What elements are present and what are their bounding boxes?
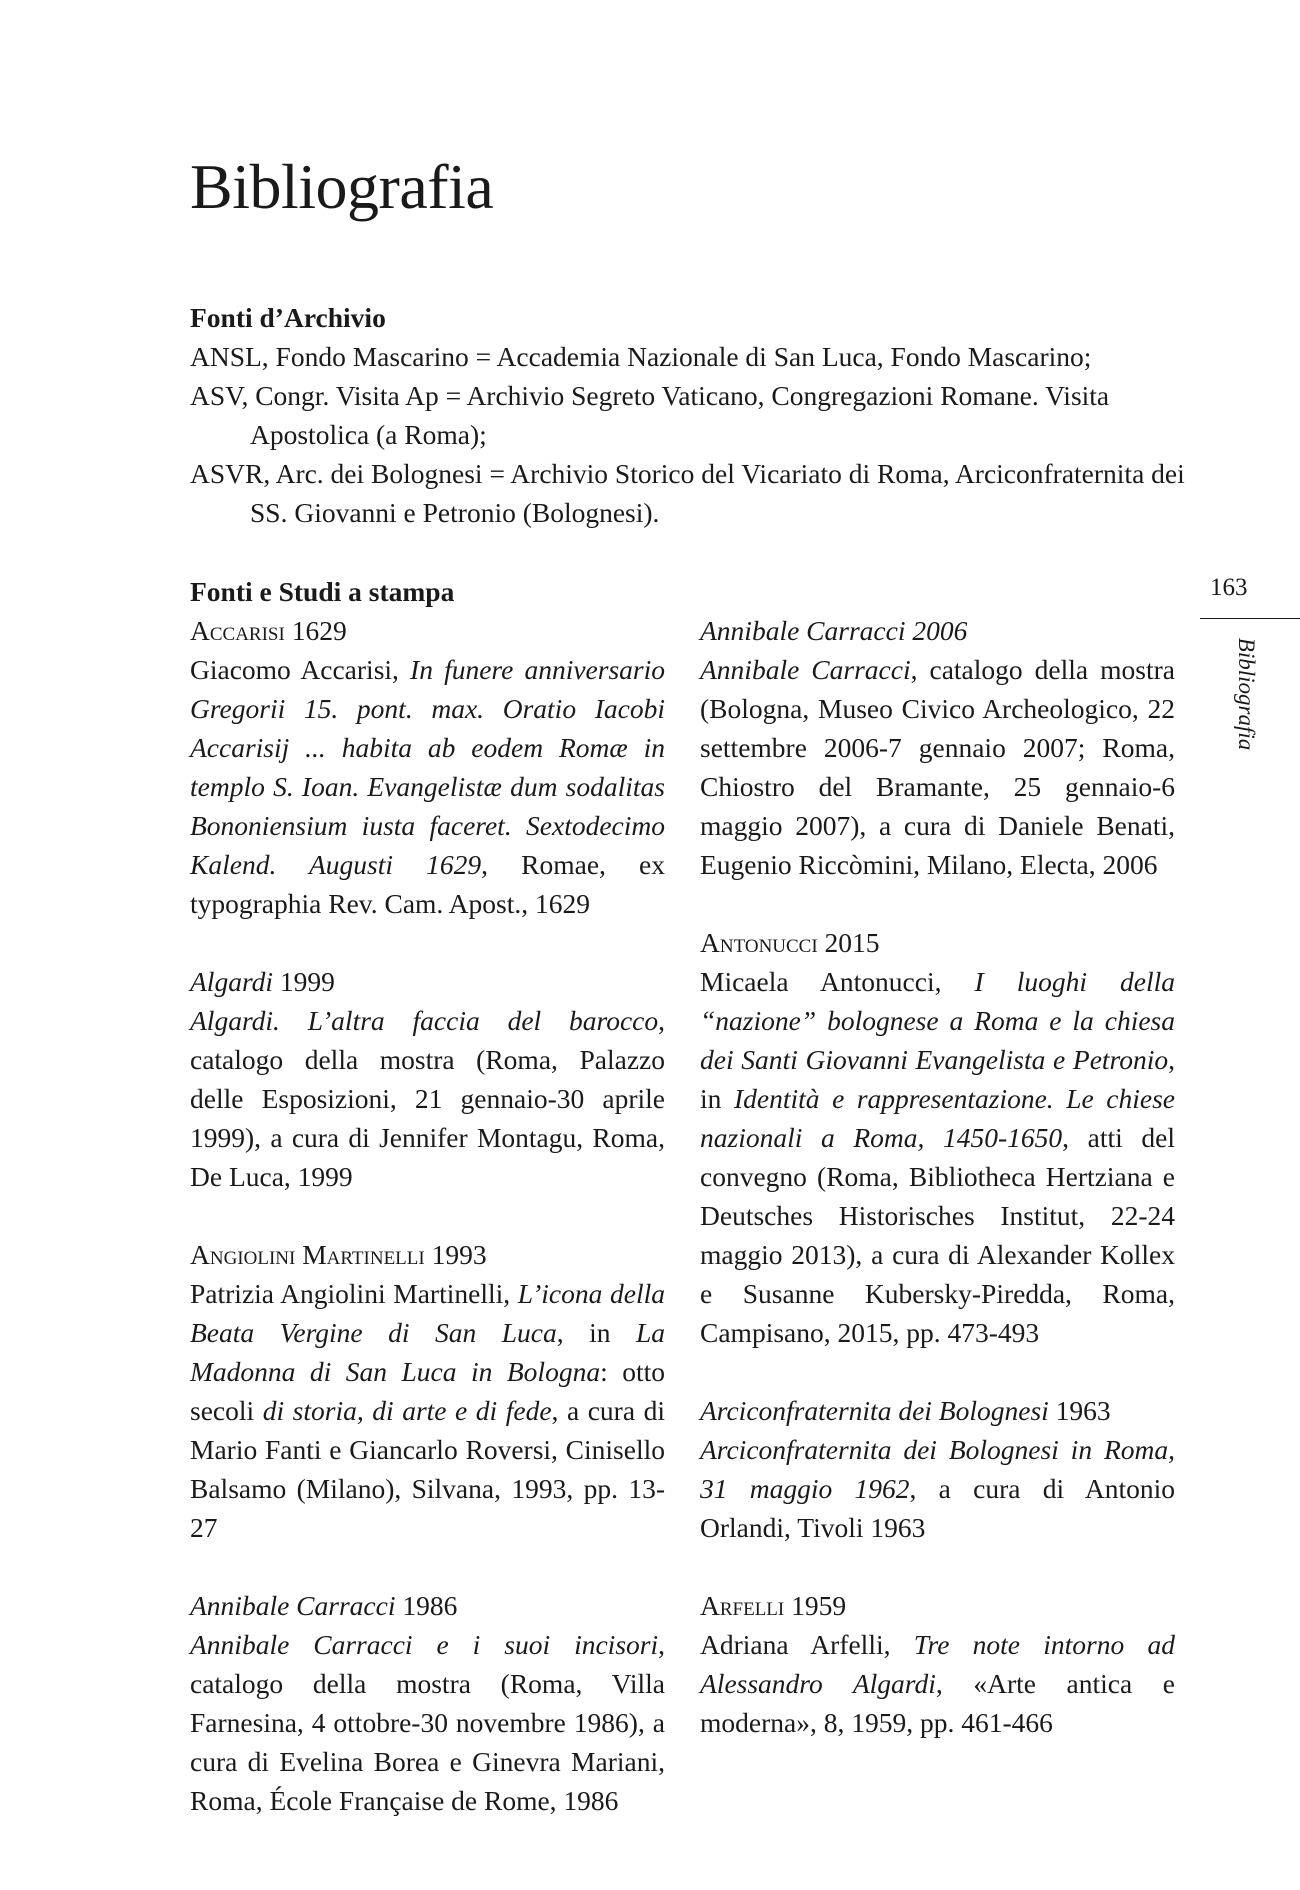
- citation-key-year: 1963: [1048, 1395, 1111, 1426]
- reference-text: , catalogo della mostra (Bologna, Museo Civico Archeologico, 22 settembre 2006-7 gennaio 2007; Roma, Chiostro del Bramante, 25 gennaio-6 maggio 2007), a cura di Daniele Benati, Eugenio Riccòmini, Milano, Electa, 2006: [700, 654, 1175, 880]
- reference-title: Annibale Carracci e i suoi incisori: [190, 1629, 659, 1660]
- printed-sources-heading: Fonti e Studi a stampa: [190, 576, 455, 607]
- reference-text: , Romae, ex typographia Rev. Cam. Apost., 1629: [190, 849, 665, 919]
- reference-text: Patrizia Angiolini Martinelli,: [190, 1278, 518, 1309]
- archive-entry: ASV, Congr. Visita Ap = Archivio Segreto Vaticano, Congregazioni Romane. Visita Apostolica (a Roma);: [190, 380, 1110, 450]
- reference-title: In funere anniversario Gregorii 15. pont. max. Oratio Iacobi Accarisij ... habita ab eodem Romæ in templo S. Ioan. Evangelistæ dum sodalitas Bononiensium iusta faceret. Sextodecimo Kalend. Augusti 1629: [190, 654, 665, 880]
- entry-reference-text: [190, 1274, 665, 1547]
- citation-key-year: 1999: [273, 966, 335, 997]
- reference-text: , atti del convegno (Roma, Bibliotheca Hertziana e Deutsches Historisches Institut, 22-24 maggio 2013), a cura di Alexander Kollex e Susanne Kubersky-Piredda, Roma, Campisano, 2015, pp. 473-493: [700, 1122, 1175, 1348]
- bibliography-entry: [190, 1586, 665, 1820]
- reference-text: , in: [556, 1317, 636, 1348]
- entry-citation-key: Arfelli 1959: [700, 1590, 847, 1621]
- bibliography-entry: [190, 1235, 665, 1547]
- archive-sources-section: [190, 298, 1220, 532]
- reference-text: Micaela Antonucci,: [700, 966, 975, 997]
- reference-title: Algardi. L’altra faccia del barocco: [190, 1005, 659, 1036]
- entry-reference-text: [700, 1625, 1175, 1742]
- entry-citation-key: [190, 1586, 665, 1625]
- reference-title: Identità e rappresentazione. Le chiese nazionali a Roma, 1450-1650: [700, 1083, 1176, 1153]
- entry-citation-key: [700, 611, 1175, 650]
- citation-key-title: Annibale Carracci 2006: [700, 615, 968, 646]
- reference-title: Arciconfraternita dei Bolognesi in Roma, 31 maggio 1962: [700, 1434, 1175, 1504]
- page-number: 163: [1210, 574, 1248, 601]
- reference-text: , «Arte antica e moderna», 8, 1959, pp. 461-466: [700, 1668, 1176, 1738]
- bibliography-column-right: [700, 611, 1175, 1781]
- reference-title: L’icona della Beata Vergine di San Luca: [190, 1278, 665, 1348]
- entry-reference-text: [700, 650, 1175, 884]
- citation-key-year: 1986: [395, 1590, 458, 1621]
- bibliography-entry: [700, 923, 1175, 1352]
- reference-title: I luoghi della “nazione” bolognese a Roma e la chiesa dei Santi Giovanni Evangelista e Petronio: [700, 966, 1175, 1075]
- entry-citation-key: [700, 1391, 1175, 1430]
- entry-citation-key: [190, 962, 665, 1001]
- entry-reference-text: [190, 650, 665, 923]
- reference-text: , in: [700, 1044, 1175, 1114]
- bibliography-column-left: [190, 611, 665, 1859]
- entry-citation-key: Antonucci 2015: [700, 927, 880, 958]
- reference-title: Annibale Carracci: [700, 654, 911, 685]
- entry-reference-text: [700, 962, 1175, 1352]
- reference-text: , a cura di Mario Fanti e Giancarlo Roversi, Cinisello Balsamo (Milano), Silvana, 1993, pp. 13-27: [190, 1395, 665, 1543]
- bibliography-entry: [700, 1391, 1175, 1547]
- reference-text: Adriana Arfelli,: [700, 1629, 914, 1660]
- archive-entry: ASVR, Arc. dei Bolognesi = Archivio Storico del Vicariato di Roma, Arciconfraternita dei SS. Giovanni e Petronio (Bolognesi).: [190, 458, 1185, 528]
- citation-key-title: Arciconfraternita dei Bolognesi: [700, 1395, 1049, 1426]
- margin-rule: [1200, 618, 1300, 619]
- entry-citation-key: Accarisi 1629: [190, 615, 347, 646]
- bibliography-entry: [190, 611, 665, 923]
- bibliography-entry: [700, 611, 1175, 884]
- reference-title: Tre note intorno ad Alessandro Algardi: [700, 1629, 1176, 1699]
- entry-citation-key: Angiolini Martinelli 1993: [190, 1239, 487, 1270]
- reference-text: , catalogo della mostra (Roma, Villa Farnesina, 4 ottobre-30 novembre 1986), a cura di Evelina Borea e Ginevra Mariani, Roma, École Française de Rome, 1986: [190, 1629, 665, 1816]
- bibliography-entry: [190, 962, 665, 1196]
- running-head: Bibliografia: [1234, 637, 1259, 751]
- reference-text: : otto secoli: [190, 1356, 665, 1426]
- bibliography-entry: [700, 1586, 1175, 1742]
- entry-reference-text: [190, 1625, 665, 1820]
- archive-sources-heading: Fonti d’Archivio: [190, 302, 386, 333]
- entry-reference-text: [700, 1430, 1175, 1547]
- reference-text: , catalogo della mostra (Roma, Palazzo delle Esposizioni, 21 gennaio-30 aprile 1999), a cura di Jennifer Montagu, Roma, De Luca, 1999: [190, 1005, 665, 1192]
- citation-key-title: Algardi: [190, 966, 274, 997]
- reference-title: di storia, di arte e di fede: [262, 1395, 552, 1426]
- page-title: Bibliografia: [190, 151, 494, 222]
- reference-text: Giacomo Accarisi,: [190, 654, 411, 685]
- reference-title: La Madonna di San Luca in Bologna: [190, 1317, 665, 1387]
- citation-key-title: Annibale Carracci: [190, 1590, 396, 1621]
- archive-entry: ANSL, Fondo Mascarino = Accademia Nazionale di San Luca, Fondo Mascarino;: [190, 341, 1092, 372]
- reference-text: , a cura di Antonio Orlandi, Tivoli 1963: [700, 1473, 1175, 1543]
- entry-reference-text: [190, 1001, 665, 1196]
